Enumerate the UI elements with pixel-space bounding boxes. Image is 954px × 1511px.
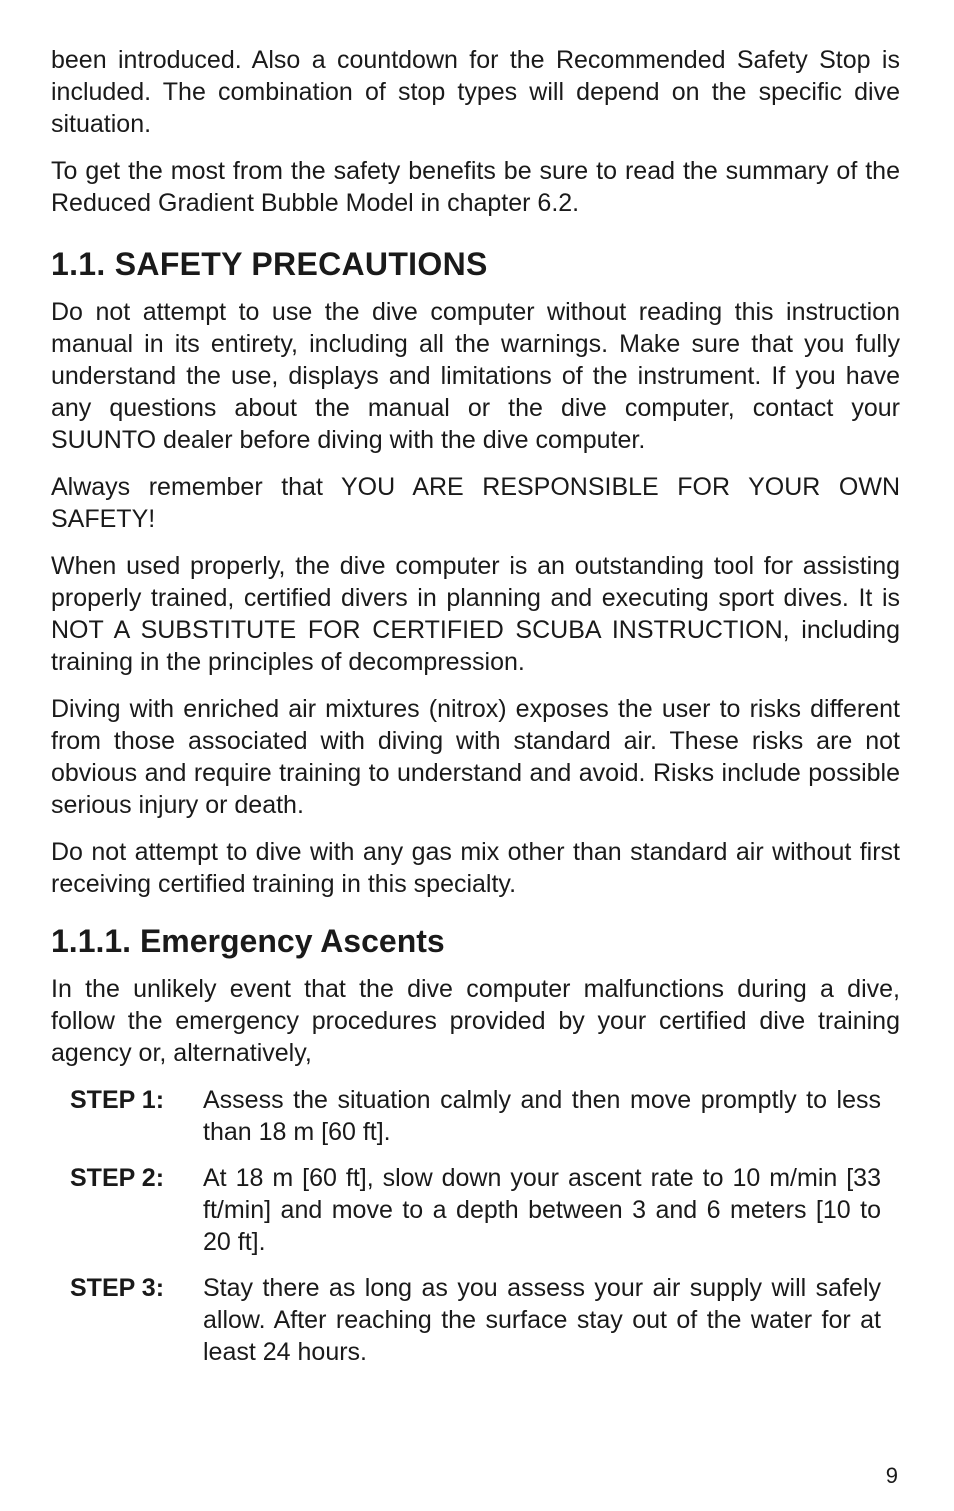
step-item <box>51 1162 900 1258</box>
safety-paragraph-4: Diving with enriched air mixtures (nitrox) exposes the user to risks different from those associated with diving with standard air. These risks are not obvious and require training to understand and avoid. Risks include possible serious injury or death. <box>51 695 900 819</box>
page-number: 9 <box>885 1463 898 1488</box>
step-text: Assess the situation calmly and then move promptly to less than 18 m [60 ft]. <box>203 1086 881 1146</box>
subsection-heading-emergency-ascents: 1.1.1. Emergency Ascents <box>51 923 445 959</box>
emergency-intro-paragraph: In the unlikely event that the dive computer malfunctions during a dive, follow the emergency procedures provided by your certified dive training agency or, alternatively, <box>51 975 900 1067</box>
safety-paragraph-1: Do not attempt to use the dive computer without reading this instruction manual in its entirety, including all the warnings. Make sure that you fully understand the use, displays and limitations of the instrument. If you have any questions about the manual or the dive computer, contact your SUUNTO dealer before diving with the dive computer. <box>51 298 900 454</box>
step-item <box>51 1272 900 1368</box>
safety-paragraph-5: Do not attempt to dive with any gas mix other than standard air without first receiving certified training in this specialty. <box>51 838 900 898</box>
step-label: STEP 1: <box>70 1086 165 1114</box>
intro-paragraph-1: been introduced. Also a countdown for the Recommended Safety Stop is included. The combination of stop types will depend on the specific dive situation. <box>51 46 900 138</box>
step-item <box>51 1084 900 1148</box>
step-text: At 18 m [60 ft], slow down your ascent rate to 10 m/min [33 ft/min] and move to a depth between 3 and 6 meters [10 to 20 ft]. <box>203 1164 881 1256</box>
step-label: STEP 2: <box>70 1164 165 1192</box>
step-text: Stay there as long as you assess your air supply will safely allow. After reaching the surface stay out of the water for at least 24 hours. <box>203 1274 881 1366</box>
step-list <box>51 1084 900 1368</box>
safety-paragraph-2: Always remember that YOU ARE RESPONSIBLE FOR YOUR OWN SAFETY! <box>51 473 900 533</box>
section-heading-safety-precautions: 1.1. SAFETY PRECAUTIONS <box>51 246 488 282</box>
intro-paragraph-2: To get the most from the safety benefits be sure to read the summary of the Reduced Gradient Bubble Model in chapter 6.2. <box>51 157 900 217</box>
manual-page <box>51 44 900 1382</box>
safety-paragraph-3: When used properly, the dive computer is an outstanding tool for assisting properly trained, certified divers in planning and executing sport dives. It is NOT A SUBSTITUTE FOR CERTIFIED SCUBA INSTRUCTION, including training in the principles of decompression. <box>51 552 900 676</box>
step-label: STEP 3: <box>70 1274 165 1302</box>
